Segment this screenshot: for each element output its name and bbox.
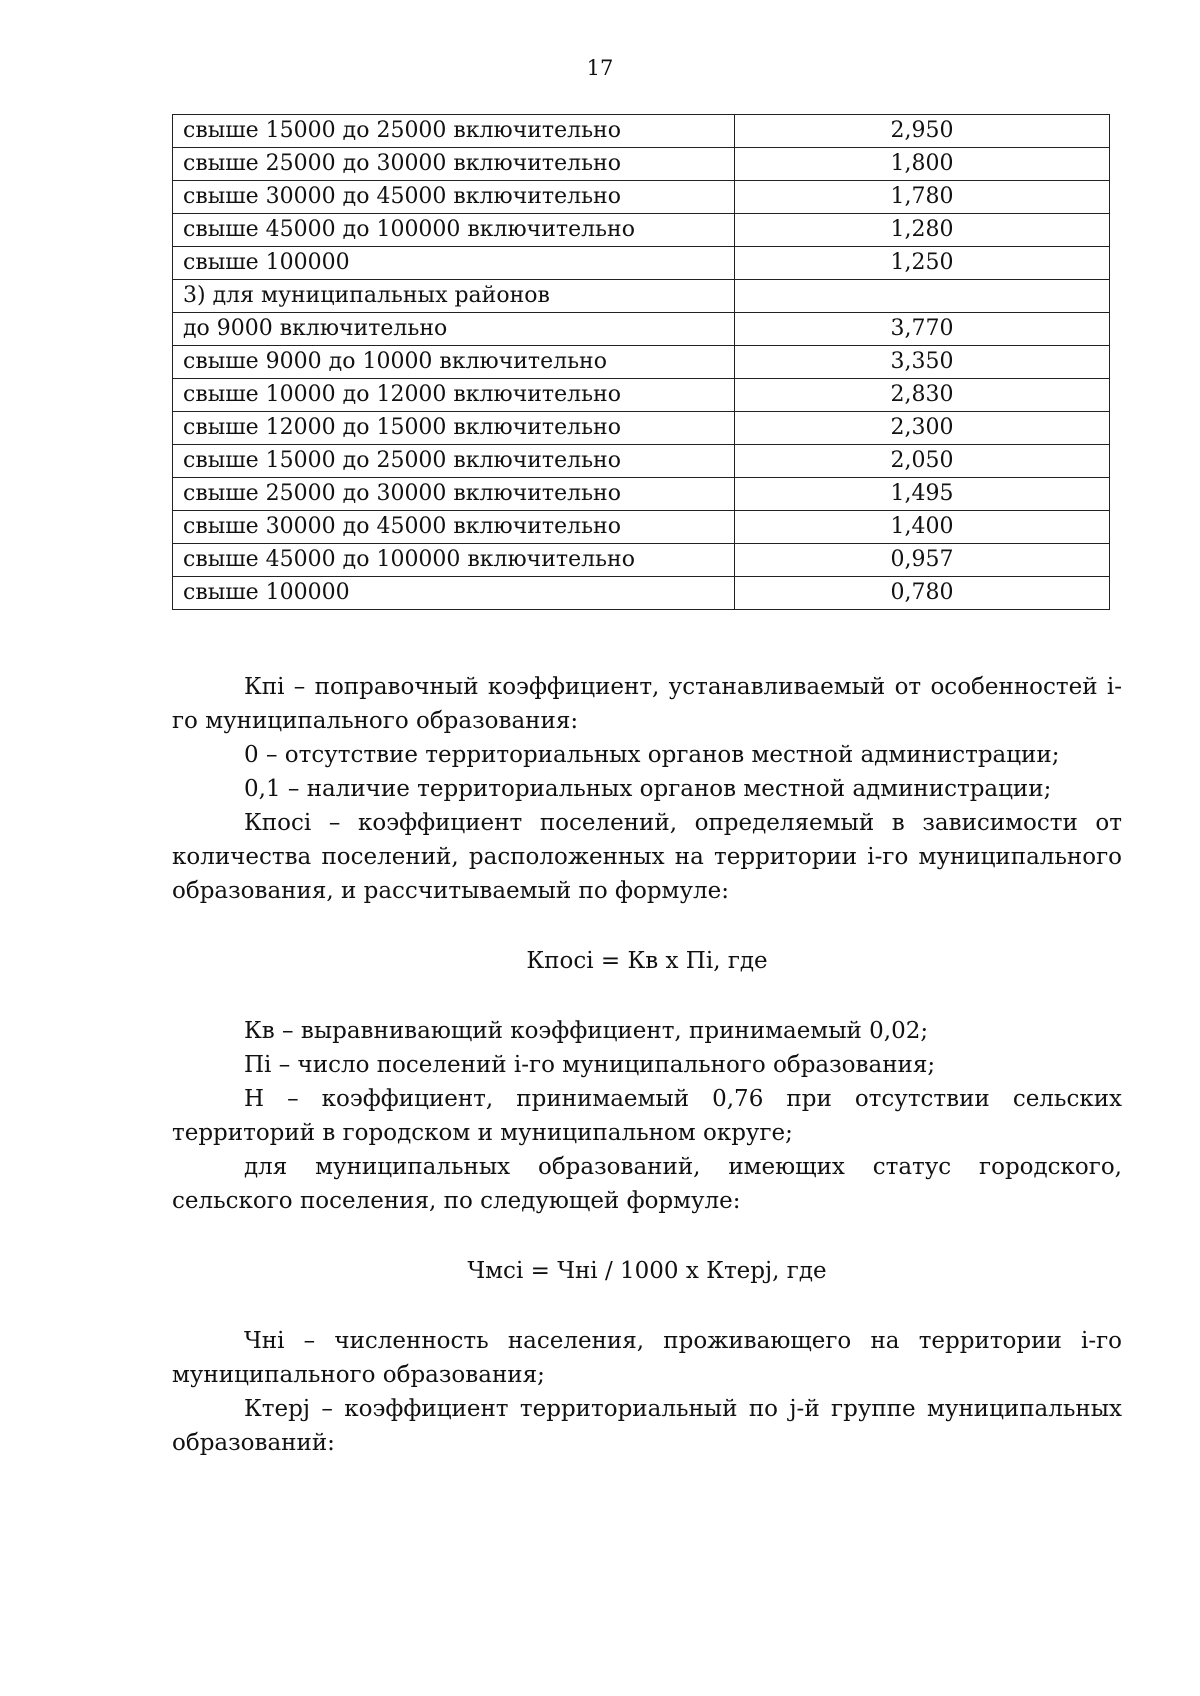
table-cell-label: свыше 100000 [173, 577, 735, 610]
table-row [173, 148, 1110, 181]
table-cell-label: до 9000 включительно [173, 313, 735, 346]
table-cell-value [735, 280, 1110, 313]
table-cell-value: 1,800 [735, 148, 1110, 181]
table-cell-value: 0,780 [735, 577, 1110, 610]
table-cell-value: 1,780 [735, 181, 1110, 214]
table-row [173, 412, 1110, 445]
table-row [173, 346, 1110, 379]
table-cell-label: свыше 100000 [173, 247, 735, 280]
table-cell-label: свыше 25000 до 30000 включительно [173, 148, 735, 181]
table-row [173, 544, 1110, 577]
body-text [172, 670, 1122, 1460]
table-row [173, 115, 1110, 148]
table-row [173, 577, 1110, 610]
paragraph-kpi-zero: 0 – отсутствие территориальных органов местной администрации; [244, 742, 1060, 768]
table-cell-value: 1,495 [735, 478, 1110, 511]
formula-kposi: Кпосi = Кв х Пi, где [526, 948, 768, 974]
paragraph-kpi-one: 0,1 – наличие территориальных органов местной администрации; [244, 776, 1052, 802]
table-cell-value: 3,770 [735, 313, 1110, 346]
formula-chmsi: Чмсi = Чнi / 1000 х Ктерj, где [467, 1258, 827, 1284]
table-cell-value: 2,950 [735, 115, 1110, 148]
coefficient-table [172, 114, 1110, 610]
table-cell-label: свыше 10000 до 12000 включительно [173, 379, 735, 412]
paragraph-kposi: Кпосi – коэффициент поселений, определяемый в зависимости от количества поселений, расположенных на территории i-го муниципального образования, и рассчитываемый по формуле: [172, 810, 1122, 904]
table-row [173, 478, 1110, 511]
paragraph-kv: Кв – выравнивающий коэффициент, принимаемый 0,02; [244, 1018, 929, 1044]
table-cell-label: 3) для муниципальных районов [173, 280, 735, 313]
table-row [173, 445, 1110, 478]
paragraph-chni: Чнi – численность населения, проживающего на территории i-го муниципального образования; [172, 1328, 1122, 1388]
paragraph-kpi: Кпi – поправочный коэффициент, устанавливаемый от особенностей i-го муниципального образования: [172, 674, 1122, 734]
page-number: 17 [586, 56, 614, 80]
table-cell-value: 3,350 [735, 346, 1110, 379]
table-cell-label: свыше 15000 до 25000 включительно [173, 445, 735, 478]
coefficient-table-body [173, 115, 1110, 610]
paragraph-pi: Пi – число поселений i-го муниципального образования; [244, 1052, 936, 1078]
table-cell-label: свыше 25000 до 30000 включительно [173, 478, 735, 511]
table-cell-label: свыше 45000 до 100000 включительно [173, 544, 735, 577]
table-cell-label: свыше 30000 до 45000 включительно [173, 181, 735, 214]
table-cell-value: 1,250 [735, 247, 1110, 280]
table-cell-label: свыше 15000 до 25000 включительно [173, 115, 735, 148]
table-cell-label: свыше 12000 до 15000 включительно [173, 412, 735, 445]
table-row [173, 247, 1110, 280]
paragraph-kterj: Ктерj – коэффициент территориальный по j-й группе муниципальных образований: [172, 1396, 1122, 1456]
table-cell-value: 2,300 [735, 412, 1110, 445]
table-row [173, 280, 1110, 313]
table-row [173, 379, 1110, 412]
table-row [173, 313, 1110, 346]
table-cell-label: свыше 45000 до 100000 включительно [173, 214, 735, 247]
table-cell-value: 2,050 [735, 445, 1110, 478]
table-cell-value: 2,830 [735, 379, 1110, 412]
table-cell-label: свыше 30000 до 45000 включительно [173, 511, 735, 544]
table-row [173, 511, 1110, 544]
table-cell-value: 1,280 [735, 214, 1110, 247]
table-cell-value: 0,957 [735, 544, 1110, 577]
table-cell-value: 1,400 [735, 511, 1110, 544]
table-row [173, 181, 1110, 214]
table-cell-label: свыше 9000 до 10000 включительно [173, 346, 735, 379]
paragraph-n: Н – коэффициент, принимаемый 0,76 при отсутствии сельских территорий в городском и муниципальном округе; [172, 1086, 1122, 1146]
table-row [173, 214, 1110, 247]
paragraph-settlements: для муниципальных образований, имеющих статус городского, сельского поселения, по следующей формуле: [172, 1154, 1122, 1214]
